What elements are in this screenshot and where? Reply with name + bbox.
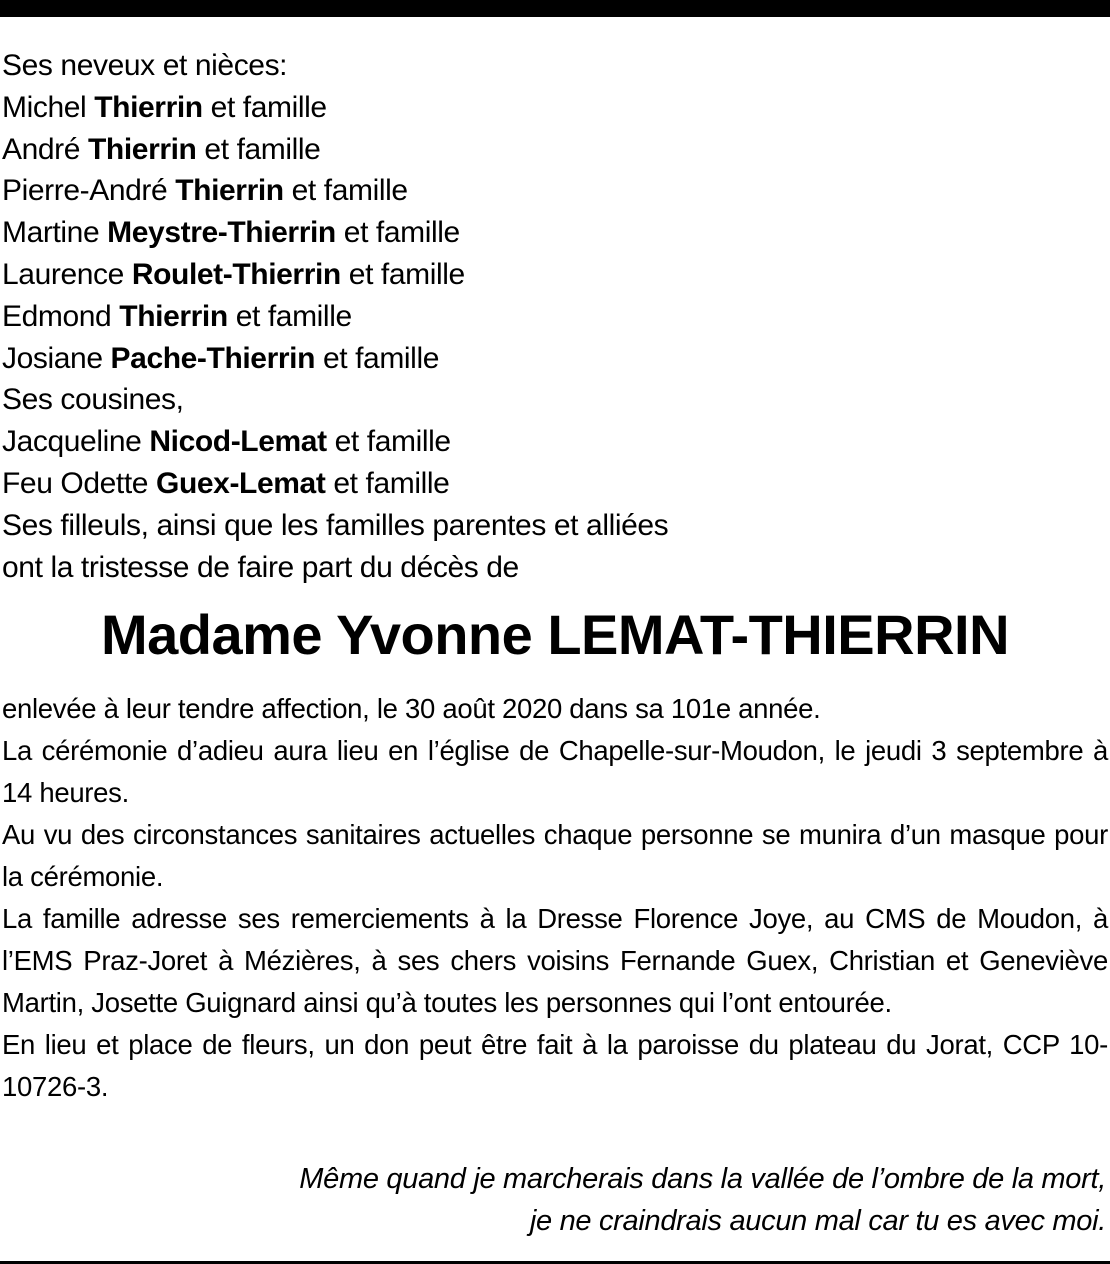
family-line: Pierre-André Thierrin et famille xyxy=(2,174,408,208)
bible-verse xyxy=(6,1158,1106,1242)
body-paragraph: En lieu et place de fleurs, un don peut être fait à la paroisse du plateau du Jorat, CCP 10-10726-3. xyxy=(2,1029,1108,1102)
family-line: Laurence Roulet-Thierrin et famille xyxy=(2,257,465,291)
body-paragraph: Au vu des circonstances sanitaires actuelles chaque personne se munira d’un masque pour la cérémonie. xyxy=(2,819,1108,892)
top-rule xyxy=(0,0,1110,17)
family-line: Michel Thierrin et famille xyxy=(2,90,327,124)
family-line: Jacqueline Nicod-Lemat et famille xyxy=(2,425,451,459)
family-line: Ses cousines, xyxy=(2,383,184,417)
family-line: Josiane Pache-Thierrin et famille xyxy=(2,341,439,375)
family-line: ont la tristesse de faire part du décès de xyxy=(2,550,519,584)
verse-line: Même quand je marcherais dans la vallée de l’ombre de la mort, xyxy=(299,1163,1106,1195)
family-line: Ses filleuls, ainsi que les familles parentes et alliées xyxy=(2,508,669,542)
family-line: Ses neveux et nièces: xyxy=(2,49,288,82)
family-line: Martine Meystre-Thierrin et famille xyxy=(2,216,460,250)
family-line: André Thierrin et famille xyxy=(2,132,321,166)
family-list xyxy=(2,45,1102,588)
announcement-body xyxy=(2,688,1108,1108)
family-line: Feu Odette Guex-Lemat et famille xyxy=(2,466,450,500)
deceased-name: Madame Yvonne LEMAT-THIERRIN xyxy=(100,603,1010,666)
body-paragraph: La cérémonie d’adieu aura lieu en l’église de Chapelle-sur-Moudon, le jeudi 3 septembre à 14 heures. xyxy=(2,735,1108,808)
body-paragraph: enlevée à leur tendre affection, le 30 août 2020 dans sa 101e année. xyxy=(2,693,821,724)
verse-line: je ne craindrais aucun mal car tu es avec moi. xyxy=(529,1205,1106,1237)
body-paragraph: La famille adresse ses remerciements à la Dresse Florence Joye, au CMS de Moudon, à l’EMS Praz-Joret à Mézières, à ses chers voisins Fernande Guex, Christian et Geneviève Martin, Josette Guignard ainsi qu’à toutes les personnes qui l’ont entourée. xyxy=(2,903,1108,1018)
family-line: Edmond Thierrin et famille xyxy=(2,299,352,333)
